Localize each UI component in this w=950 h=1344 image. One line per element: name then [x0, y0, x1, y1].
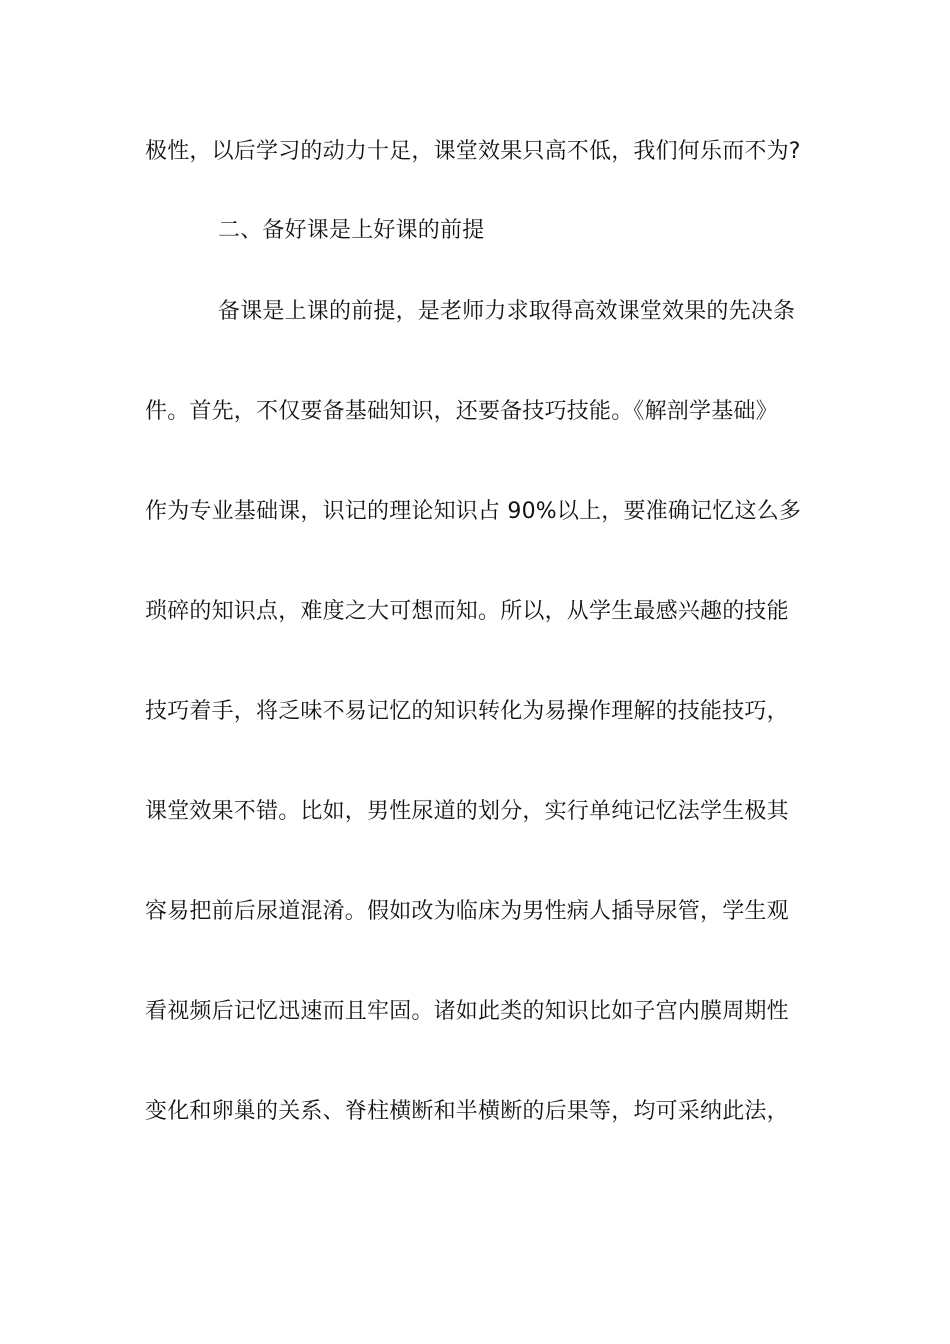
paragraph-line: 备课是上课的前提，是老师力求取得高效课堂效果的先决条: [218, 299, 796, 324]
paragraph-line: 件。首先，不仅要备基础知识，还要备技巧技能。《解剖学基础》: [145, 399, 778, 424]
paragraph-line: 看视频后记忆迅速而且牢固。诸如此类的知识比如子宫内膜周期性: [145, 999, 789, 1024]
paragraph-line: 琐碎的知识点，难度之大可想而知。所以，从学生最感兴趣的技能: [145, 599, 789, 624]
paragraph-line: 技巧着手，将乏味不易记忆的知识转化为易操作理解的技能技巧，: [145, 699, 789, 724]
paragraph-line: 课堂效果不错。比如，男性尿道的划分，实行单纯记忆法学生极其: [145, 799, 789, 824]
section-heading: 二、备好课是上好课的前提: [218, 218, 485, 243]
paragraph-line: 容易把前后尿道混淆。假如改为临床为男性病人插导尿管，学生观: [145, 899, 789, 924]
paragraph-line: 作为专业基础课，识记的理论知识占 90%以上，要准确记忆这么多: [145, 499, 802, 524]
paragraph-line: 极性，以后学习的动力十足，课堂效果只高不低，我们何乐而不为?: [145, 139, 801, 164]
paragraph-line: 变化和卵巢的关系、脊柱横断和半横断的后果等，均可采纳此法，: [145, 1099, 789, 1124]
